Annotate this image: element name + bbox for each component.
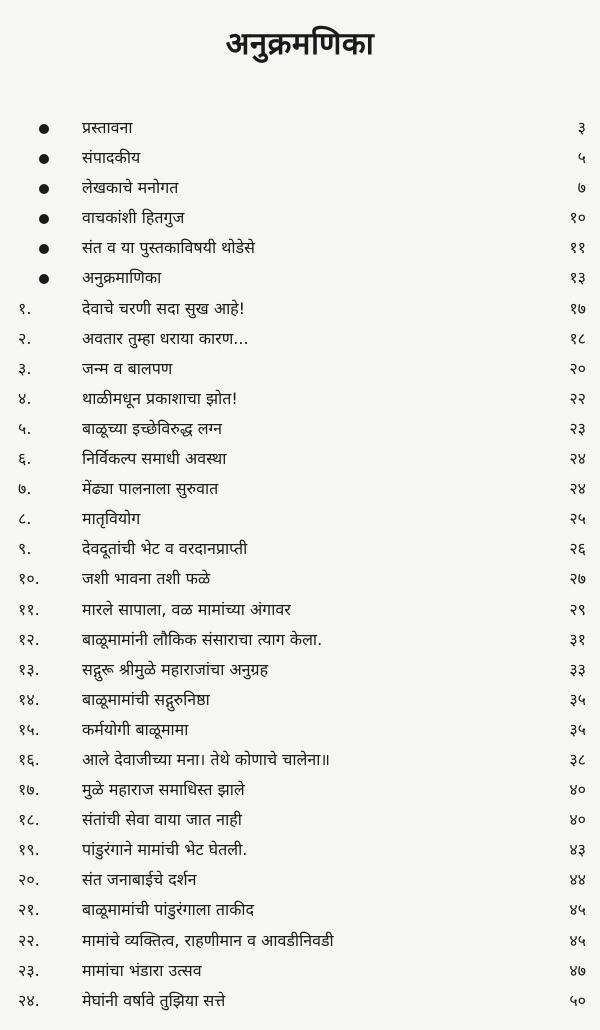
page-title: अनुक्रमणिका: [225, 26, 375, 62]
toc-entry-page-number: २४: [569, 479, 586, 499]
toc-entry-number: ११.: [18, 599, 40, 619]
toc-entry-title: लेखकाचे मनोगत: [82, 178, 179, 198]
toc-entry-title: थाळीमधून प्रकाशाचा झोत!: [82, 388, 238, 408]
toc-entry-page-number: ४५: [569, 930, 586, 950]
toc-entry-number: ५.: [18, 418, 32, 438]
toc-entry-number: १४.: [18, 689, 40, 709]
toc-entry-page-number: २०: [569, 358, 586, 378]
toc-entry-title: बाळूमामांची पांडुरंगाला ताकीद: [82, 900, 255, 920]
toc-entry-title: संतांची सेवा वाया जात नाही: [82, 810, 242, 830]
toc-entry: [0, 900, 600, 930]
toc-entry: [0, 870, 600, 900]
toc-entry-page-number: ४७: [569, 960, 586, 980]
toc-entry-number: ३.: [18, 358, 32, 378]
toc-entry-page-number: १०: [569, 208, 586, 228]
toc-entry: [0, 479, 600, 509]
toc-entry-page-number: २७: [569, 569, 586, 589]
toc-entry-title: देवदूतांची भेट व वरदानप्राप्ती: [82, 539, 248, 559]
toc-entry: [0, 118, 600, 148]
toc-entry-number: १३.: [18, 659, 40, 679]
toc-entry-page-number: १३: [569, 268, 586, 288]
toc-entry-page-number: ४३: [569, 840, 586, 860]
toc-entry-title: सद्गुरू श्रीमुळे महाराजांचा अनुग्रह: [82, 659, 269, 679]
bullet-icon: [39, 184, 49, 194]
toc-entry: [0, 148, 600, 178]
toc-entry-title: निर्विकल्प समाधी अवस्था: [82, 449, 227, 469]
toc-entry-number: ४.: [18, 388, 32, 408]
toc-entry-page-number: ३५: [569, 719, 586, 739]
toc-entry-title: संत व या पुस्तकाविषयी थोडेसे: [82, 238, 255, 258]
toc-entry-title: मातृवियोग: [82, 509, 141, 529]
toc-entry-page-number: ५०: [569, 990, 586, 1010]
bullet-icon: [39, 274, 49, 284]
toc-entry-page-number: १७: [569, 298, 586, 318]
toc-entry-page-number: ४५: [569, 900, 586, 920]
toc-entry-number: २४.: [18, 990, 40, 1010]
bullet-icon: [39, 244, 49, 254]
toc-entry-page-number: २४: [569, 449, 586, 469]
toc-entry-number: १६.: [18, 749, 40, 769]
toc-entry-page-number: ३३: [569, 659, 586, 679]
toc-entry: [0, 419, 600, 449]
toc-entry: [0, 299, 600, 329]
toc-entry-title: देवाचे चरणी सदा सुख आहे!: [82, 298, 246, 318]
bullet-icon: [39, 154, 49, 164]
toc-entry: [0, 961, 600, 991]
toc-entry: [0, 690, 600, 720]
toc-entry: [0, 780, 600, 810]
toc-entry-number: २२.: [18, 930, 40, 950]
toc-entry-number: २३.: [18, 960, 40, 980]
toc-entry: [0, 810, 600, 840]
toc-entry-number: ८.: [18, 509, 32, 529]
toc-entry-page-number: ४०: [569, 810, 586, 830]
toc-entry: [0, 449, 600, 479]
toc-entry: [0, 329, 600, 359]
toc-entry-page-number: २५: [569, 509, 586, 529]
bullet-icon: [39, 124, 49, 134]
toc-entry: [0, 359, 600, 389]
toc-entry-page-number: २९: [569, 599, 586, 619]
toc-entry-page-number: ७: [577, 178, 586, 198]
toc-entry-number: १५.: [18, 719, 40, 739]
toc-entry-number: १२.: [18, 629, 40, 649]
toc-entry-title: अवतार तुम्हा धराया कारण...: [82, 328, 249, 348]
toc-entry-title: मेघांनी वर्षावे तुझिया सत्ते: [82, 990, 226, 1010]
toc-entry: [0, 389, 600, 419]
toc-entry-number: २१.: [18, 900, 40, 920]
toc-entry-page-number: ३१: [569, 629, 586, 649]
bullet-icon: [39, 214, 49, 224]
toc-entry-title: संत जनाबाईचे दर्शन: [82, 870, 197, 890]
toc-entry-title: संपादकीय: [82, 148, 141, 168]
toc-list: [0, 118, 600, 1021]
toc-entry: [0, 720, 600, 750]
toc-entry-page-number: ३५: [569, 689, 586, 709]
toc-entry-page-number: २६: [569, 539, 586, 559]
toc-entry-number: १७.: [18, 780, 40, 800]
toc-entry: [0, 569, 600, 599]
toc-entry: [0, 208, 600, 238]
toc-entry-title: प्रस्तावना: [82, 118, 133, 137]
toc-entry-number: ७.: [18, 479, 32, 499]
toc-entry: [0, 178, 600, 208]
toc-entry-number: २.: [18, 328, 32, 348]
toc-entry: [0, 991, 600, 1021]
toc-entry-number: १.: [18, 298, 32, 318]
toc-entry-title: आले देवाजीच्या मना। तेथे कोणाचे चालेना॥: [82, 749, 331, 769]
toc-entry-number: ९.: [18, 539, 32, 559]
toc-entry-title: पांडुरंगाने मामांची भेट घेतली.: [82, 840, 248, 860]
toc-entry: [0, 238, 600, 268]
toc-entry-page-number: ३८: [569, 749, 586, 769]
toc-entry: [0, 539, 600, 569]
toc-entry-page-number: ५: [577, 148, 586, 168]
toc-entry-title: जन्म व बालपण: [82, 358, 173, 378]
toc-entry-page-number: ४०: [569, 780, 586, 800]
toc-entry: [0, 840, 600, 870]
toc-entry-page-number: ४४: [569, 870, 586, 890]
toc-entry-number: १८.: [18, 810, 40, 830]
toc-entry: [0, 268, 600, 298]
toc-entry-title: वाचकांशी हितगुज: [82, 208, 185, 228]
toc-entry-page-number: ३: [577, 118, 586, 137]
toc-entry-title: बाळूमामांनी लौकिक संसाराचा त्याग केला.: [82, 629, 323, 649]
toc-entry: [0, 509, 600, 539]
toc-entry-title: कर्मयोगी बाळूमामा: [82, 719, 189, 739]
toc-entry-number: २०.: [18, 870, 40, 890]
toc-entry-title: जशी भावना तशी फळे: [82, 569, 211, 589]
toc-entry-page-number: २३: [569, 418, 586, 438]
toc-entry: [0, 931, 600, 961]
toc-entry-title: मामांचा भंडारा उत्सव: [82, 960, 202, 980]
toc-entry: [0, 630, 600, 660]
toc-entry: [0, 750, 600, 780]
toc-entry-page-number: ११: [569, 238, 586, 258]
toc-entry-number: ६.: [18, 449, 32, 469]
toc-entry-title: बाळूच्या इच्छेविरुद्ध लग्न: [82, 418, 222, 438]
toc-entry-page-number: २२: [569, 388, 586, 408]
toc-entry: [0, 600, 600, 630]
toc-entry: [0, 660, 600, 690]
toc-entry-title: अनुक्रमाणिका: [82, 268, 162, 288]
toc-entry-title: मुळे महाराज समाधिस्त झाले: [82, 780, 245, 800]
toc-entry-title: मामांचे व्यक्तित्व, राहणीमान व आवडीनिवडी: [82, 930, 334, 950]
toc-entry-number: १०.: [18, 569, 40, 589]
toc-entry-page-number: १८: [569, 328, 586, 348]
toc-entry-number: १९.: [18, 840, 40, 860]
toc-entry-title: मारले सापाला, वळ मामांच्या अंगावर: [82, 599, 291, 619]
toc-entry-title: बाळूमामांची सद्गुरुनिष्ठा: [82, 689, 210, 709]
toc-entry-title: मेंढ्या पालनाला सुरुवात: [82, 479, 219, 499]
